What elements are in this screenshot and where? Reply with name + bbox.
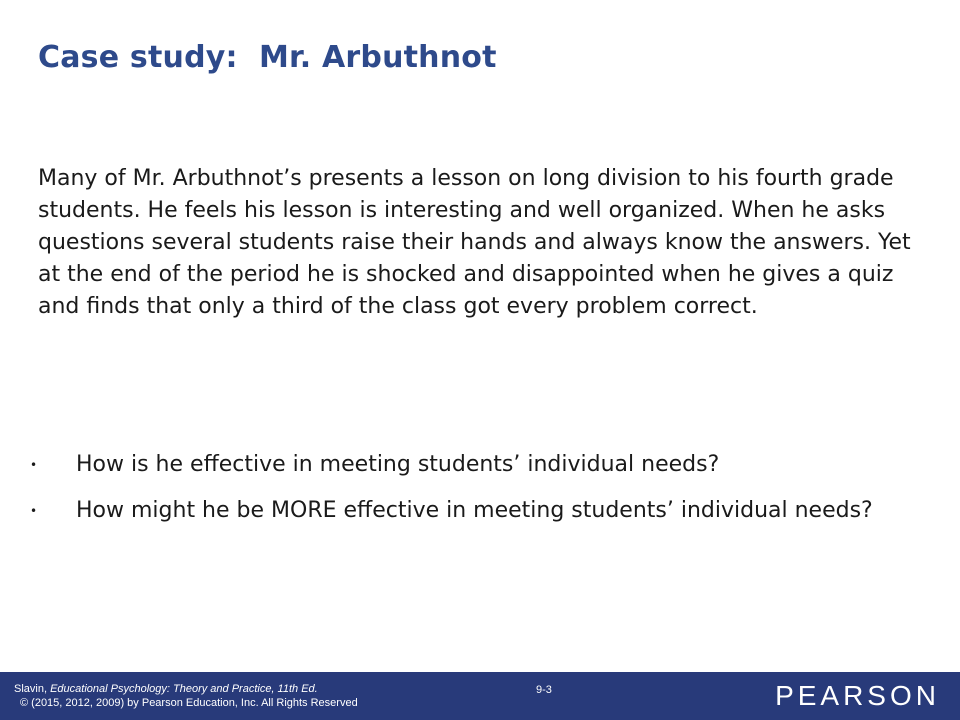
case-description: Many of Mr. Arbuthnot’s presents a lesson on long division to his fourth grade students. He feels his lesson is interesting and well organized. When he asks questions several students raise their hands and always know the answers. Yet at the end of the period he is shocked and disappointed when he gives a quiz and finds that only a third of the class got every problem correct. xyxy=(38,166,911,319)
question-item xyxy=(30,449,900,481)
book-title: Educational Psychology: Theory and Practice, 11th Ed. xyxy=(50,683,318,695)
question-text: How is he effective in meeting students’ individual needs? xyxy=(76,452,720,477)
author-name: Slavin, xyxy=(14,683,48,695)
question-text: How might he be MORE effective in meeting students’ individual needs? xyxy=(76,498,873,523)
bullet-icon: • xyxy=(30,504,38,518)
footer-credit xyxy=(14,682,358,710)
citation-line xyxy=(14,682,358,696)
pearson-logo: PEARSON xyxy=(775,680,940,711)
footer-bar xyxy=(0,672,960,720)
question-item xyxy=(30,495,900,527)
bullet-icon: • xyxy=(30,458,38,472)
question-list xyxy=(30,449,900,541)
slide-title: Case study: Mr. Arbuthnot xyxy=(38,40,497,75)
copyright-line: © (2015, 2012, 2009) by Pearson Education, Inc. All Rights Reserved xyxy=(20,697,358,709)
page-number: 9-3 xyxy=(536,684,552,696)
